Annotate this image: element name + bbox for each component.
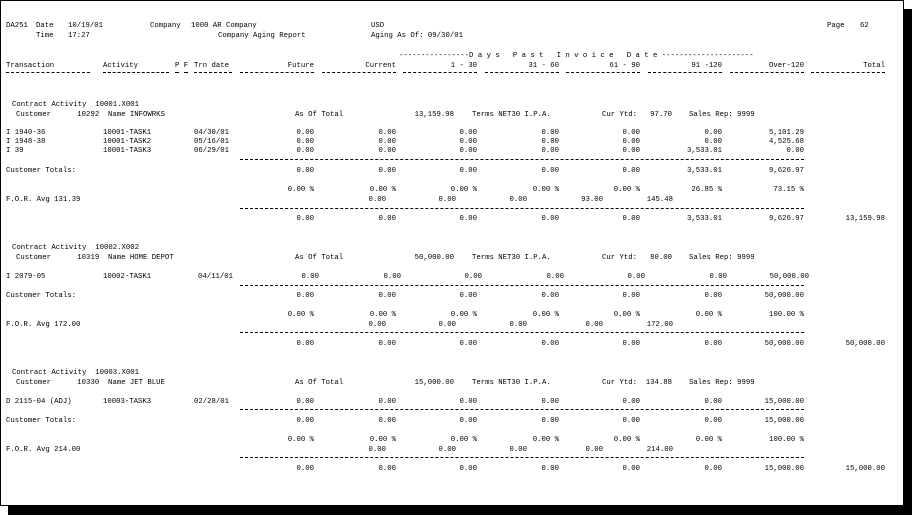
grand-1-30: 0.00 (459, 340, 477, 348)
cur-ytd: Cur Ytd: 134.88 (602, 379, 673, 387)
as-of-total-label: As Of Total (295, 254, 344, 262)
for-1-30: 0.00 (438, 321, 456, 329)
as-of-total-label: As Of Total (295, 111, 344, 119)
col-over-120: Over-120 (768, 62, 804, 70)
grand-91-120: 0.00 (704, 340, 722, 348)
for-avg: F.O.R. Avg 172.00 (6, 321, 81, 329)
sales-rep: Sales Rep: 9999 (689, 111, 755, 119)
row-transaction: I 2079-05 (6, 273, 46, 281)
row-activity: 10001-TASK2 (103, 138, 152, 146)
grand-future: 0.00 (296, 215, 314, 223)
sales-rep: Sales Rep: 9999 (689, 254, 755, 262)
row-over-120: 4,525.68 (768, 138, 804, 146)
row-activity: 10002-TASK1 (103, 273, 152, 281)
totals-31-60: 0.00 (541, 417, 559, 425)
row-transaction: I 39 (6, 147, 24, 155)
pct-91-120: 0.00 % (695, 311, 722, 319)
col-activity: Activity (103, 62, 139, 70)
pct-91-120: 26.85 % (691, 186, 722, 194)
pct-future: 0.00 % (287, 311, 314, 319)
grand-31-60: 0.00 (541, 340, 559, 348)
row-91-120: 0.00 (704, 138, 722, 146)
row-1-30: 0.00 (459, 147, 477, 155)
totals-future: 0.00 (296, 417, 314, 425)
row-activity: 10003-TASK3 (103, 398, 152, 406)
grand-total: 13,159.98 (845, 215, 885, 223)
as-of-total: 50,000.00 (414, 254, 454, 262)
totals-91-120: 0.00 (704, 292, 722, 300)
row-1-30: 0.00 (459, 129, 477, 137)
for-1-30: 0.00 (438, 446, 456, 454)
row-91-120: 0.00 (704, 398, 722, 406)
grand-1-30: 0.00 (459, 215, 477, 223)
row-current: 0.00 (378, 398, 396, 406)
aging-as-of: Aging As Of: 09/30/01 (371, 32, 463, 40)
col-total: Total (863, 62, 885, 70)
row-over-120: 5,101.29 (768, 129, 804, 137)
grand-over-120: 9,626.97 (768, 215, 804, 223)
as-of-total-label: As Of Total (295, 379, 344, 387)
pct-1-30: 0.00 % (450, 436, 477, 444)
totals-over-120: 9,626.97 (768, 167, 804, 175)
totals-over-120: 15,000.00 (764, 417, 804, 425)
for-current: 0.00 (368, 321, 386, 329)
pct-31-60: 0.00 % (532, 436, 559, 444)
grand-61-90: 0.00 (622, 465, 640, 473)
totals-61-90: 0.00 (622, 167, 640, 175)
totals-61-90: 0.00 (622, 417, 640, 425)
pct-current: 0.00 % (369, 311, 396, 319)
for-31-60: 0.00 (509, 446, 527, 454)
grand-31-60: 0.00 (541, 465, 559, 473)
for-31-60: 0.00 (509, 196, 527, 204)
pct-31-60: 0.00 % (532, 311, 559, 319)
totals-over-120: 50,000.00 (764, 292, 804, 300)
customer-info: Customer 10330 Name JET BLUE (16, 379, 165, 387)
pct-over-120: 73.15 % (773, 186, 804, 194)
totals-current: 0.00 (378, 167, 396, 175)
totals-1-30: 0.00 (459, 417, 477, 425)
grand-61-90: 0.00 (622, 215, 640, 223)
totals-1-30: 0.00 (459, 167, 477, 175)
row-future: 0.00 (296, 138, 314, 146)
row-future: 0.00 (301, 273, 319, 281)
pct-1-30: 0.00 % (450, 186, 477, 194)
row-1-30: 0.00 (459, 398, 477, 406)
row-61-90: 0.00 (622, 147, 640, 155)
row-over-120: 0.00 (786, 147, 804, 155)
row-61-90: 0.00 (622, 138, 640, 146)
row-future: 0.00 (296, 129, 314, 137)
grand-61-90: 0.00 (622, 340, 640, 348)
time-label: Time (36, 32, 54, 40)
pct-future: 0.00 % (287, 186, 314, 194)
grand-over-120: 15,000.00 (764, 465, 804, 473)
for-91-120: 145.48 (646, 196, 673, 204)
for-91-120: 214.00 (646, 446, 673, 454)
contract-activity: Contract Activity 10003.X001 (12, 369, 139, 377)
report-date: 10/19/01 (68, 22, 104, 30)
grand-current: 0.00 (378, 215, 396, 223)
row-current: 0.00 (378, 147, 396, 155)
grand-31-60: 0.00 (541, 215, 559, 223)
col-trn-date: Trn date (194, 62, 230, 70)
date-label: Date (36, 22, 54, 30)
totals-current: 0.00 (378, 417, 396, 425)
pct-91-120: 0.00 % (695, 436, 722, 444)
for-61-90: 0.00 (585, 446, 603, 454)
pct-1-30: 0.00 % (450, 311, 477, 319)
totals-91-120: 0.00 (704, 417, 722, 425)
row-91-120: 0.00 (704, 129, 722, 137)
sales-rep: Sales Rep: 9999 (689, 379, 755, 387)
row-31-60: 0.00 (541, 398, 559, 406)
col-91-120: 91 -120 (691, 62, 722, 70)
customer-totals-label: Customer Totals: (6, 417, 77, 425)
grand-over-120: 50,000.00 (764, 340, 804, 348)
row-91-120: 3,533.01 (686, 147, 722, 155)
row-31-60: 0.00 (541, 147, 559, 155)
row-transaction: I 1940-36 (6, 129, 46, 137)
row-over-120: 15,000.00 (764, 398, 804, 406)
col-61-90: 61 - 90 (609, 62, 640, 70)
row-future: 0.00 (296, 398, 314, 406)
row-over-120: 50,000.00 (769, 273, 809, 281)
col-31-60: 31 - 60 (528, 62, 559, 70)
pct-61-90: 0.00 % (613, 311, 640, 319)
col-current: Current (365, 62, 396, 70)
row-trn-date: 06/29/01 (194, 147, 230, 155)
for-avg: F.O.R. Avg 214.00 (6, 446, 81, 454)
grand-future: 0.00 (296, 465, 314, 473)
row-trn-date: 05/16/01 (194, 138, 230, 146)
terms: Terms NET30 I.P.A. (472, 254, 551, 262)
report-title: Company Aging Report (218, 32, 306, 40)
totals-31-60: 0.00 (541, 292, 559, 300)
grand-future: 0.00 (296, 340, 314, 348)
cur-ytd: Cur Ytd: 97.70 (602, 111, 673, 119)
grand-1-30: 0.00 (459, 465, 477, 473)
pct-current: 0.00 % (369, 436, 396, 444)
for-61-90: 0.00 (585, 321, 603, 329)
for-avg: F.O.R. Avg 131.39 (6, 196, 81, 204)
row-31-60: 0.00 (546, 273, 564, 281)
page-number: 62 (860, 22, 869, 30)
company-label: Company (150, 22, 181, 30)
totals-91-120: 3,533.01 (686, 167, 722, 175)
row-61-90: 0.00 (622, 398, 640, 406)
for-31-60: 0.00 (509, 321, 527, 329)
cur-ytd: Cur Ytd: 80.00 (602, 254, 673, 262)
contract-activity: Contract Activity 10001.X001 (12, 101, 139, 109)
row-31-60: 0.00 (541, 138, 559, 146)
pct-over-120: 100.00 % (768, 311, 804, 319)
pct-over-120: 100.00 % (768, 436, 804, 444)
pct-current: 0.00 % (369, 186, 396, 194)
as-of-total: 13,159.98 (414, 111, 454, 119)
totals-future: 0.00 (296, 167, 314, 175)
row-61-90: 0.00 (627, 273, 645, 281)
customer-totals-label: Customer Totals: (6, 167, 77, 175)
for-1-30: 0.00 (438, 196, 456, 204)
grand-total: 15,000.00 (845, 465, 885, 473)
company-name: 1000 AR Company (191, 22, 257, 30)
grand-91-120: 3,533.01 (686, 215, 722, 223)
page-label: Page (827, 22, 845, 30)
pct-31-60: 0.00 % (532, 186, 559, 194)
for-current: 0.00 (368, 196, 386, 204)
pct-61-90: 0.00 % (613, 186, 640, 194)
row-transaction: I 1948-38 (6, 138, 46, 146)
row-91-120: 0.00 (709, 273, 727, 281)
row-current: 0.00 (378, 129, 396, 137)
row-current: 0.00 (378, 138, 396, 146)
col-1-30: 1 - 30 (450, 62, 477, 70)
row-trn-date: 02/28/01 (194, 398, 230, 406)
days-past-group-header: ----------------D a y s P a s t I n v o i c e D a t e --------------------- (399, 52, 754, 60)
row-activity: 10001-TASK1 (103, 129, 152, 137)
col-pf: P F (175, 62, 189, 70)
report-id: DA251 (6, 22, 28, 30)
totals-current: 0.00 (378, 292, 396, 300)
row-activity: 10001-TASK3 (103, 147, 152, 155)
row-1-30: 0.00 (464, 273, 482, 281)
terms: Terms NET30 I.P.A. (472, 379, 551, 387)
grand-current: 0.00 (378, 465, 396, 473)
row-future: 0.00 (296, 147, 314, 155)
col-transaction: Transaction (6, 62, 55, 70)
pct-61-90: 0.00 % (613, 436, 640, 444)
row-trn-date: 04/30/01 (194, 129, 230, 137)
currency: USD (371, 22, 385, 30)
grand-current: 0.00 (378, 340, 396, 348)
row-61-90: 0.00 (622, 129, 640, 137)
for-61-90: 93.00 (581, 196, 603, 204)
for-current: 0.00 (368, 446, 386, 454)
col-future: Future (287, 62, 314, 70)
grand-91-120: 0.00 (704, 465, 722, 473)
totals-1-30: 0.00 (459, 292, 477, 300)
for-91-120: 172.00 (646, 321, 673, 329)
totals-31-60: 0.00 (541, 167, 559, 175)
grand-total: 50,000.00 (845, 340, 885, 348)
report-time: 17:27 (68, 32, 90, 40)
totals-61-90: 0.00 (622, 292, 640, 300)
row-transaction: D 2115-04 (ADJ) (6, 398, 72, 406)
contract-activity: Contract Activity 10002.X002 (12, 244, 139, 252)
row-current: 0.00 (383, 273, 401, 281)
as-of-total: 15,000.00 (414, 379, 454, 387)
row-1-30: 0.00 (459, 138, 477, 146)
customer-totals-label: Customer Totals: (6, 292, 77, 300)
totals-future: 0.00 (296, 292, 314, 300)
terms: Terms NET30 I.P.A. (472, 111, 551, 119)
row-trn-date: 04/11/01 (198, 273, 234, 281)
row-31-60: 0.00 (541, 129, 559, 137)
customer-info: Customer 10292 Name INFOWRKS (16, 111, 165, 119)
pct-future: 0.00 % (287, 436, 314, 444)
customer-info: Customer 10319 Name HOME DEPOT (16, 254, 174, 262)
